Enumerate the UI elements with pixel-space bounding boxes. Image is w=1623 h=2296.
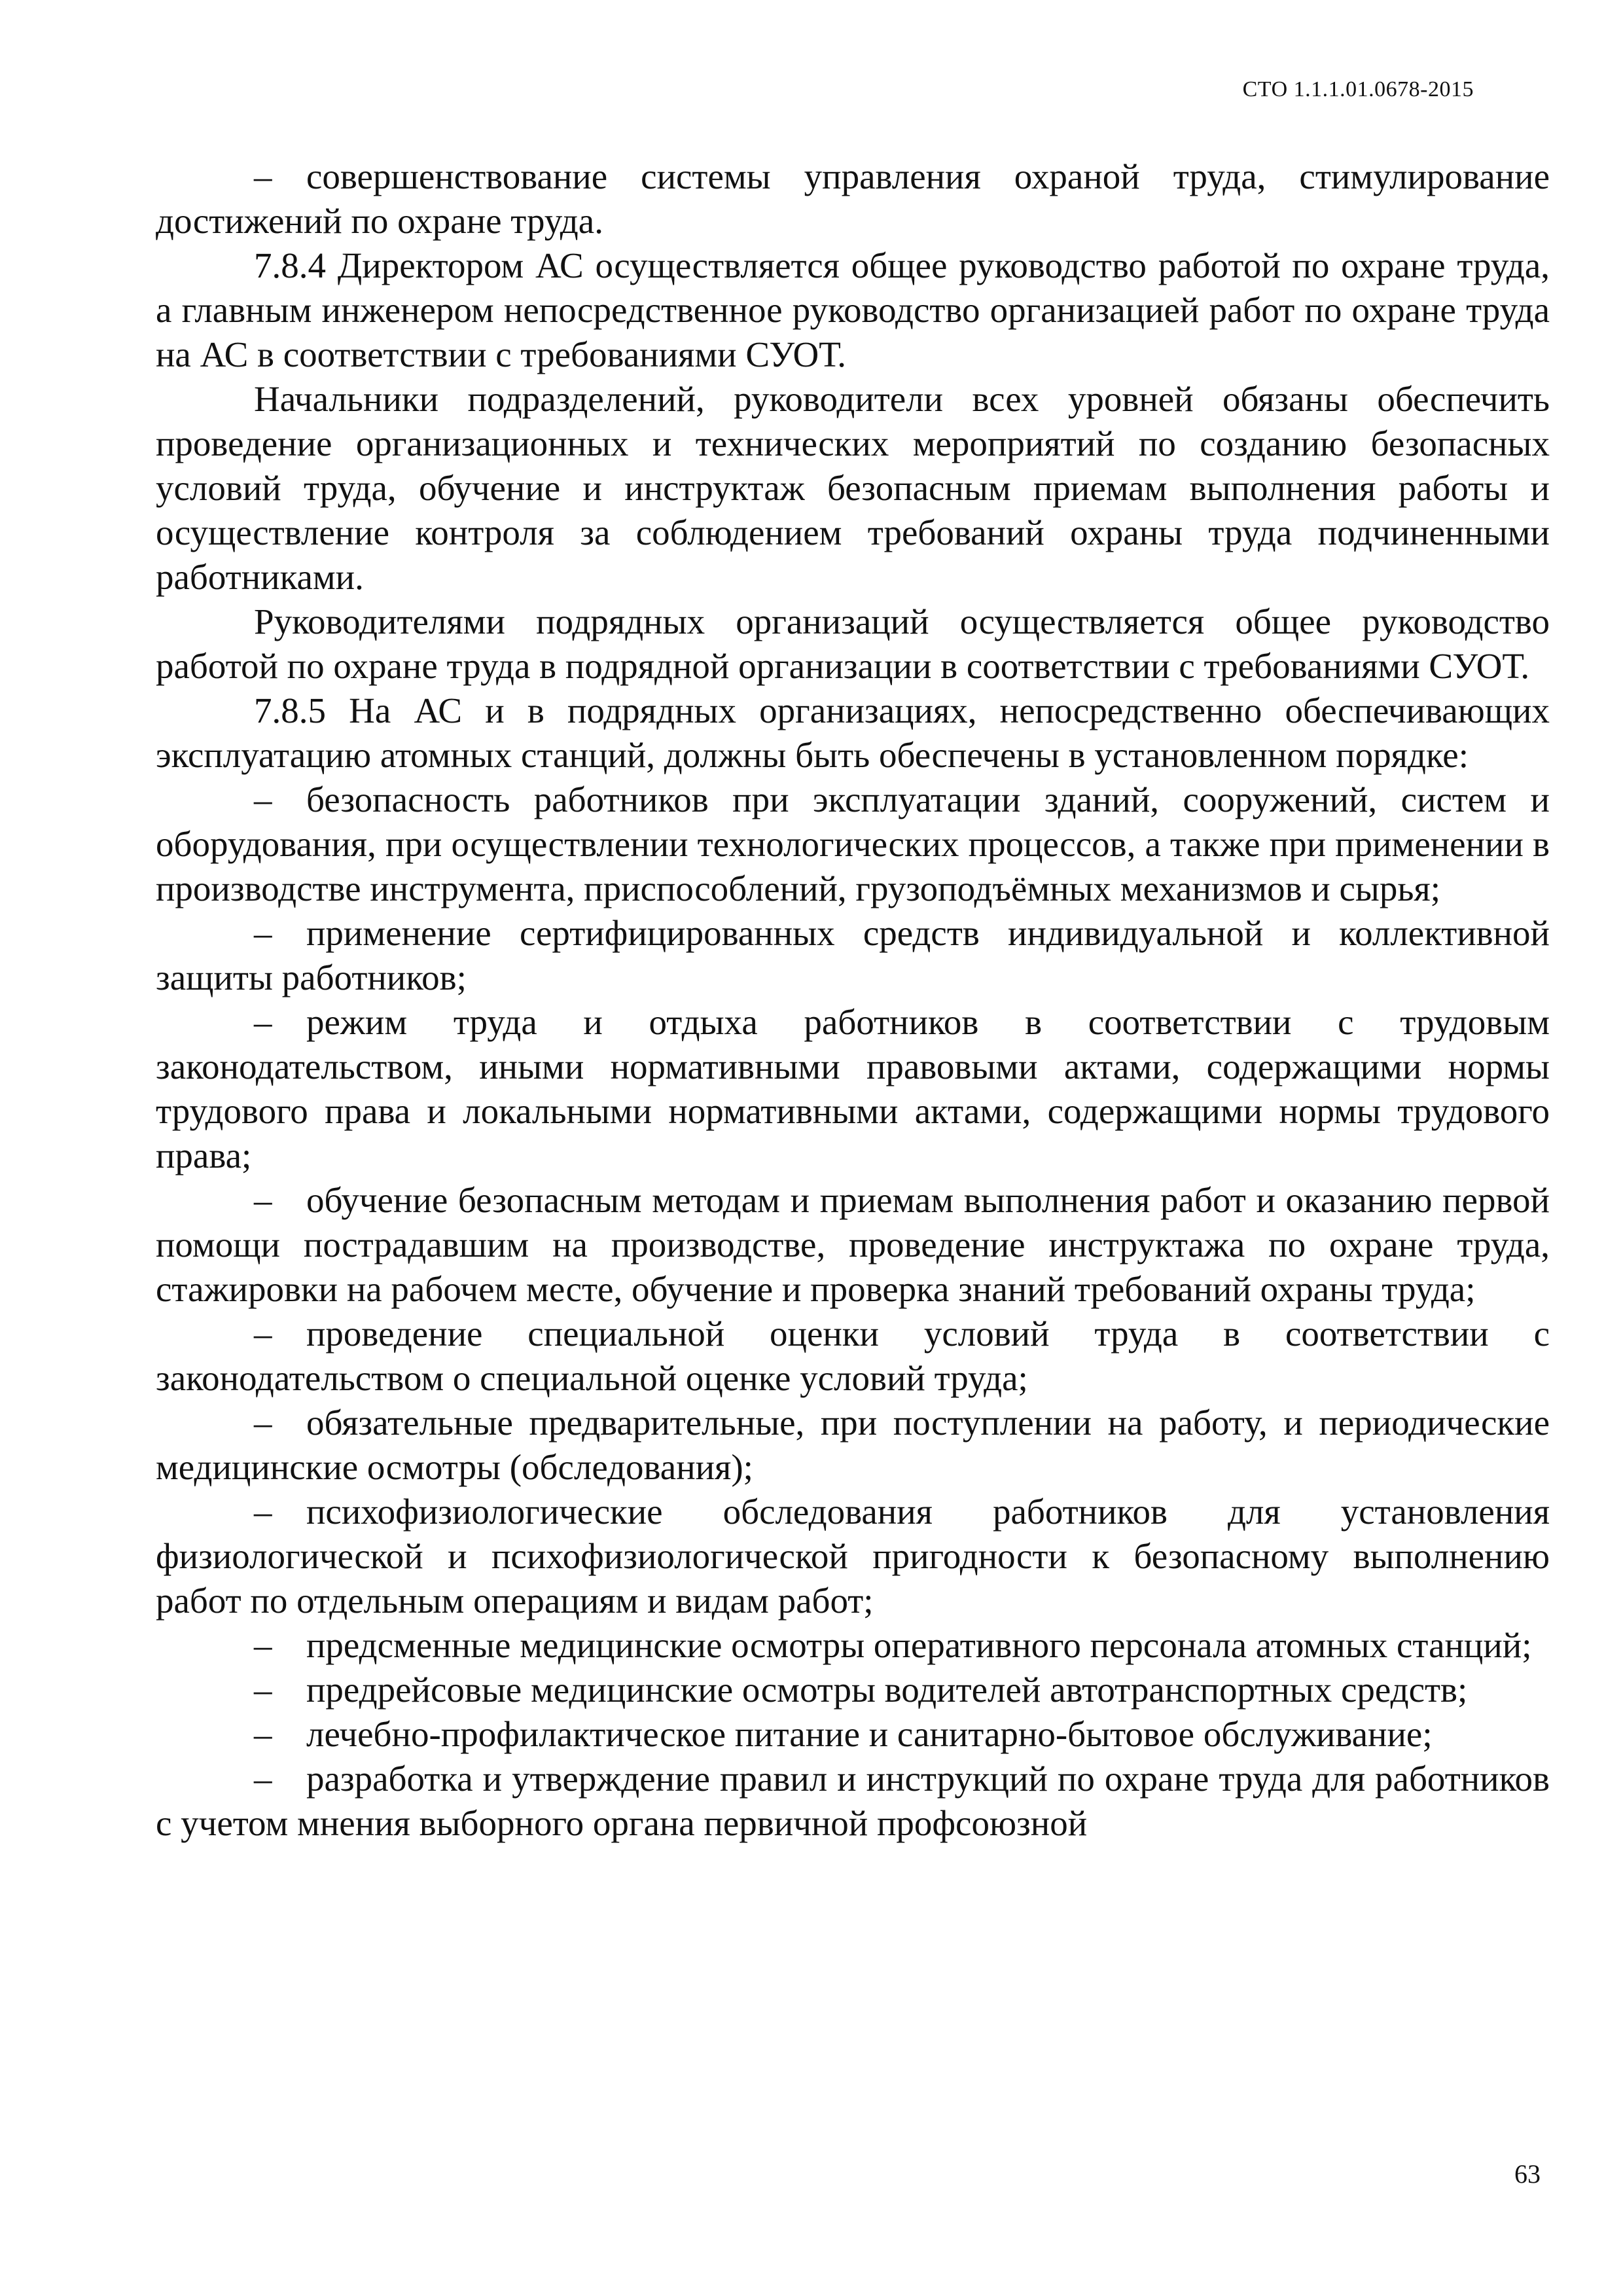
paragraph-text: Руководителями подрядных организаций осуществляется общее руководство работой по охране труда в подрядной организации в соответствии с требованиями СУОТ.	[156, 601, 1550, 686]
list-item-dash	[156, 1712, 1550, 1757]
paragraph-text: совершенствование системы управления охраной труда, стимулирование достижений по охране труда.	[156, 156, 1550, 241]
paragraph	[156, 377, 1550, 600]
list-item-dash	[156, 911, 1550, 1000]
paragraph-text: режим труда и отдыха работников в соответствии с трудовым законодательством, иными нормативными правовыми актами, содержащими нормы трудового права и локальными нормативными актами, содержащими нормы трудового права;	[156, 1002, 1550, 1175]
page-number: 63	[1514, 2159, 1541, 2189]
dash-marker: –	[254, 780, 272, 819]
paragraph-text: проведение специальной оценки условий труда в соответствии с законодательством о специальной оценке условий труда;	[156, 1314, 1550, 1398]
dash-marker: –	[254, 1625, 272, 1665]
list-item-dash	[156, 154, 1550, 243]
dash-marker: –	[254, 1492, 272, 1532]
dash-marker: –	[254, 1180, 272, 1220]
dash-marker: –	[254, 156, 272, 196]
paragraph	[156, 243, 1550, 377]
paragraph-text: обучение безопасным методам и приемам выполнения работ и оказанию первой помощи пострадавшим на производстве, проведение инструктажа по охране труда, стажировки на рабочем месте, обучение и проверка знаний требований охраны труда;	[156, 1180, 1550, 1309]
list-item-dash	[156, 1623, 1550, 1668]
paragraph-text: Начальники подразделений, руководители всех уровней обязаны обеспечить проведение организационных и технических мероприятий по созданию безопасных условий труда, обучение и инструктаж безопасным приемам выполнения работы и осуществление контроля за соблюдением требований охраны труда подчиненными работниками.	[156, 379, 1550, 597]
document-body	[156, 154, 1550, 1846]
dash-marker: –	[254, 1670, 272, 1710]
paragraph-text: предсменные медицинские осмотры оперативного персонала атомных станций;	[306, 1625, 1532, 1665]
dash-marker: –	[254, 1314, 272, 1354]
list-item-dash	[156, 1000, 1550, 1178]
dash-marker: –	[254, 1759, 272, 1799]
paragraph-text: обязательные предварительные, при поступлении на работу, и периодические медицинские осмотры (обследования);	[156, 1403, 1550, 1487]
dash-marker: –	[254, 1403, 272, 1443]
list-item-dash	[156, 778, 1550, 911]
list-item-dash	[156, 1490, 1550, 1623]
paragraph	[156, 600, 1550, 689]
paragraph-text: психофизиологические обследования работников для установления физиологической и психофизиологической пригодности к безопасному выполнению работ по отдельным операциям и видам работ;	[156, 1492, 1550, 1621]
list-item-dash	[156, 1178, 1550, 1312]
dash-marker: –	[254, 1714, 272, 1754]
paragraph-text: 7.8.4 Директором АС осуществляется общее руководство работой по охране труда, а главным инженером непосредственное руководство организацией работ по охране труда на АС в соответствии с требованиями СУОТ.	[156, 245, 1550, 374]
dash-marker: –	[254, 1002, 272, 1042]
list-item-dash	[156, 1757, 1550, 1846]
paragraph-text: 7.8.5 На АС и в подрядных организациях, непосредственно обеспечивающих эксплуатацию атомных станций, должны быть обеспечены в установленном порядке:	[156, 691, 1550, 775]
paragraph	[156, 689, 1550, 778]
list-item-dash	[156, 1668, 1550, 1712]
dash-marker: –	[254, 913, 272, 953]
paragraph-text: разработка и утверждение правил и инструкций по охране труда для работников с учетом мнения выборного органа первичной профсоюзной	[156, 1759, 1550, 1843]
list-item-dash	[156, 1401, 1550, 1490]
paragraph-text: применение сертифицированных средств индивидуальной и коллективной защиты работников;	[156, 913, 1550, 997]
paragraph-text: безопасность работников при эксплуатации зданий, сооружений, систем и оборудования, при осуществлении технологических процессов, а также при применении в производстве инструмента, приспособлений, грузоподъёмных механизмов и сырья;	[156, 780, 1550, 908]
document-code: СТО 1.1.1.01.0678-2015	[1242, 77, 1474, 101]
list-item-dash	[156, 1312, 1550, 1401]
paragraph-text: лечебно-профилактическое питание и санитарно-бытовое обслуживание;	[306, 1714, 1433, 1754]
paragraph-text: предрейсовые медицинские осмотры водителей автотранспортных средств;	[306, 1670, 1468, 1710]
